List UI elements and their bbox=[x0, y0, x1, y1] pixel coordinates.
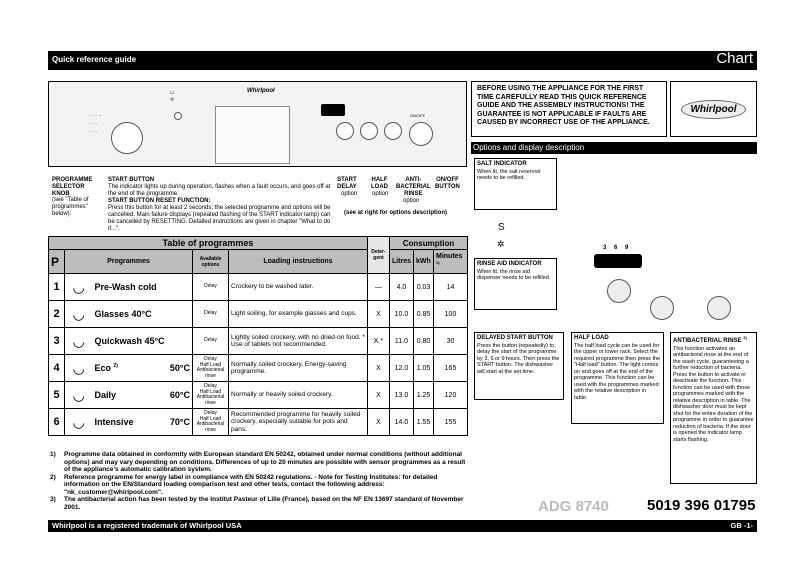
minutes-sup: 1) bbox=[436, 260, 440, 266]
delayed-text: Press the button (repeatedly) to delay the start of the programme by 3, 6 or 9 hours. Then press the START button. The dishwasher will start at the set time. bbox=[477, 342, 560, 375]
delay-button-right[interactable] bbox=[607, 279, 631, 303]
programme-name: Pre-Wash cold bbox=[93, 274, 193, 301]
panel-display-area bbox=[215, 106, 290, 164]
loading-instructions: Normally or heavily soiled crockery. bbox=[229, 382, 368, 409]
whirlpool-logo bbox=[681, 100, 745, 119]
start-delay-label: START DELAY bbox=[337, 177, 357, 190]
minutes-value: 30 bbox=[434, 328, 468, 355]
detergent-value: X bbox=[367, 355, 389, 382]
detergent-header: Deter-gent bbox=[367, 237, 389, 274]
detergent-value: X * bbox=[367, 328, 389, 355]
table-title: Table of programmes bbox=[49, 237, 368, 250]
delay-display-right bbox=[594, 254, 642, 268]
kwh-value: 1.25 bbox=[414, 382, 434, 409]
litres-value: 10.0 bbox=[389, 301, 413, 328]
start-delay-sublabel: option bbox=[341, 191, 358, 197]
warning-notice: BEFORE USING THE APPLIANCE FOR THE FIRST TIME CAREFULLY READ THIS QUICK REFERENCE GUIDE AND THE ASSEMBLY INSTRUCTIONS! THE GUARANTEE IS NOT APPLICABLE IF FAULTS ARE CAUSED BY INCORRECT USE OF THE APPLIANCE. bbox=[471, 81, 667, 137]
rinse-aid-box bbox=[474, 258, 557, 310]
table-body bbox=[49, 274, 468, 436]
row-number: 1 bbox=[49, 274, 65, 301]
delay-display bbox=[321, 104, 345, 116]
rinse-title: RINSE AID INDICATOR bbox=[477, 261, 542, 267]
salt-indicator-box bbox=[474, 158, 557, 210]
kwh-value: 1.55 bbox=[414, 409, 434, 436]
kwh-value: 1.05 bbox=[414, 355, 434, 382]
half-load-sublabel: option bbox=[372, 191, 389, 197]
litres-value: 11.0 bbox=[389, 328, 413, 355]
programme-icon: ◡ bbox=[65, 355, 93, 382]
litres-value: 14.0 bbox=[389, 409, 413, 436]
table-row bbox=[49, 274, 468, 301]
onoff-label: ON/OFF BUTTON bbox=[435, 177, 460, 190]
programme-options: Delay Half Load Antibacterial rinse bbox=[193, 355, 229, 382]
minutes-value: 120 bbox=[434, 382, 468, 409]
programme-options: Delay Half Load Antibacterial rinse bbox=[193, 409, 229, 436]
programme-options: Delay bbox=[193, 274, 229, 301]
start-button-icon[interactable] bbox=[174, 112, 182, 120]
header-title: Quick reference guide bbox=[52, 55, 137, 64]
row-number: 4 bbox=[49, 355, 65, 382]
programmes-table-wrap bbox=[48, 236, 468, 436]
litres-value: 4.0 bbox=[389, 274, 413, 301]
panel-onoff-button[interactable] bbox=[409, 122, 433, 146]
bottom-bar bbox=[48, 520, 757, 532]
antibac-label: ANTI- BACTERIAL RINSE bbox=[396, 177, 431, 197]
col-options-header: Available options bbox=[193, 250, 229, 274]
col-p-header: P bbox=[49, 250, 65, 274]
row-number: 3 bbox=[49, 328, 65, 355]
whirlpool-logo-box bbox=[670, 81, 757, 137]
antibac-sublabel: option bbox=[403, 198, 420, 204]
delayed-start-box bbox=[474, 332, 564, 400]
detergent-value: X bbox=[367, 409, 389, 436]
table-row bbox=[49, 328, 468, 355]
product-code: 5019 396 01795 bbox=[647, 497, 756, 514]
footnote: 1) Programme data obtained in conformity with European standard EN 50242, obtained under normal conditions (without additional options) and may vary depending on conditions. Differences of up to 20 minutes are possible with sensor programmes as a result of the appliance's automatic calibration system. bbox=[50, 451, 466, 473]
row-number: 2 bbox=[49, 301, 65, 328]
rinse-text: When lit, the rinse aid dispenser needs to be refilled. bbox=[477, 268, 551, 281]
row-number: 6 bbox=[49, 409, 65, 436]
table-row bbox=[49, 409, 468, 436]
footnote: 2) Reference programme for energy label in compliance with EN 50242 regulations. - Note for Testing Institutes: for detailed information on the EN/Standard loading comparison test and other tests, contact the following address: "nk_customer@whirlpool.com". bbox=[50, 473, 438, 496]
loading-instructions: Lightly soiled crockery, with no dried-on food. * Use of tablets not recommended. bbox=[229, 328, 368, 355]
col-kwh-header: kWh bbox=[414, 250, 434, 274]
logo-text: Whirlpool bbox=[690, 103, 737, 115]
onoff-label-small: ON/OFF bbox=[410, 113, 426, 118]
programme-icon: ◡ bbox=[65, 328, 93, 355]
litres-value: 13.0 bbox=[389, 382, 413, 409]
kwh-value: 0.85 bbox=[414, 301, 434, 328]
programme-options: Delay Half Load Antibacterial rinse bbox=[193, 382, 229, 409]
panel-antibac-button[interactable] bbox=[384, 122, 402, 140]
footnote: 3) The antibacterial action has been tested by the Institut Pasteur of Lille (France), based on the NF EN 13697 standard of November 2001. bbox=[50, 496, 464, 511]
detergent-value: — bbox=[367, 274, 389, 301]
footnotes bbox=[50, 451, 470, 511]
minutes-label: Minutes bbox=[436, 253, 463, 261]
half-load-label: HALF LOAD bbox=[371, 177, 388, 190]
minutes-value: 155 bbox=[434, 409, 468, 436]
kwh-value: 0.80 bbox=[414, 328, 434, 355]
antibac-title: ANTIBACTERIAL RINSE bbox=[673, 338, 742, 344]
antibac-title-wrap bbox=[673, 335, 754, 345]
programme-icon: ◡ bbox=[65, 409, 93, 436]
status-icons: ⊔ ✲ bbox=[170, 90, 175, 103]
programme-icon: ◡ bbox=[65, 274, 93, 301]
halfload-title: HALF LOAD bbox=[574, 335, 609, 341]
programme-options: Delay bbox=[193, 328, 229, 355]
page-number: GB -1- bbox=[730, 521, 753, 530]
minutes-value: 165 bbox=[434, 355, 468, 382]
minutes-value: 14 bbox=[434, 274, 468, 301]
col-minutes-header bbox=[434, 250, 468, 274]
rinse-aid-icon: ✲ bbox=[497, 239, 505, 249]
table-row bbox=[49, 382, 468, 409]
salt-title: SALT INDICATOR bbox=[477, 161, 527, 167]
selector-icons: ·· ·· ·· ·· ·· ·· ·· bbox=[89, 113, 102, 135]
loading-instructions: Normally soiled crockery. Energy-saving programme. bbox=[229, 355, 368, 382]
halfload-text: The half load cycle can be used for the upper or lower rack. Select the required programme then press the "Half load" button. The light comes on and goes off at the end of the programme. This function can be used with the programmes marked with the relative description in table. bbox=[574, 342, 661, 401]
trademark: Whirlpool is a registered trademark of Whirlpool USA bbox=[52, 521, 242, 530]
loading-instructions: Crockery to be washed later. bbox=[229, 274, 368, 301]
programmes-table bbox=[48, 236, 468, 436]
programme-name: Quickwash 45°C bbox=[93, 328, 193, 355]
consumption-header: Consumption bbox=[389, 237, 467, 250]
loading-instructions: Light soiling, for example glasses and cups. bbox=[229, 301, 368, 328]
start-button-desc bbox=[108, 177, 333, 233]
selector-label: PROGRAMME SELECTOR KNOB bbox=[52, 177, 93, 197]
control-panel-illustration bbox=[48, 81, 467, 167]
col-programmes-header: Programmes bbox=[65, 250, 193, 274]
detergent-value: X bbox=[367, 382, 389, 409]
programme-icon: ◡ bbox=[65, 382, 93, 409]
table-row bbox=[49, 301, 468, 328]
col-litres-header: Litres bbox=[389, 250, 413, 274]
table-row bbox=[49, 355, 468, 382]
half-load-box bbox=[571, 332, 664, 424]
reset-title: START BUTTON RESET FUNCTION: bbox=[108, 198, 211, 204]
delayed-title: DELAYED START BUTTON bbox=[477, 335, 553, 341]
antibac-sup: 3) bbox=[743, 335, 747, 340]
salt-icon: Ѕ bbox=[498, 222, 505, 233]
programme-icon: ◡ bbox=[65, 301, 93, 328]
start-button-title: START BUTTON bbox=[108, 177, 155, 183]
programme-name: Intensive 70°C bbox=[93, 409, 193, 436]
reset-text: Press this button for at least 2 seconds; the selected programme and options will be cancelled. Main failure displays (repeated flashing of the START indicator lamp) can be cancelled by RESETTING. Detailed instructions are given in chapter "What to do if...". bbox=[108, 205, 331, 232]
panel-start-delay-button[interactable] bbox=[336, 122, 354, 140]
antibacterial-box bbox=[670, 332, 757, 484]
selector-sublabel: (see "Table of programmes" below). bbox=[52, 197, 89, 217]
row-number: 5 bbox=[49, 382, 65, 409]
header-bar bbox=[48, 51, 757, 70]
halfload-button-right[interactable] bbox=[650, 296, 674, 320]
panel-half-load-button[interactable] bbox=[360, 122, 378, 140]
programme-name: Glasses 40°C bbox=[93, 301, 193, 328]
table-header-row-1 bbox=[49, 237, 468, 250]
model-number: ADG 8740 bbox=[538, 498, 609, 515]
salt-text: When lit, the salt reservoir needs to be refilled. bbox=[477, 168, 541, 181]
table-header-row-2 bbox=[49, 250, 468, 274]
litres-value: 12.0 bbox=[389, 355, 413, 382]
antibac-text: This function activates an antibacterial rinse at the end of the wash cycle, guaranteeing a further reduction of bacteria. Press the button to activate or deactivate the function. This function can be used with those programmes marked with the relative description in table. The dishwasher door must be kept shut for the entire duration of the programme in order to guarantee reduction of bacteria. If the door is opened the indicator lamp starts flashing. bbox=[673, 345, 754, 443]
loading-instructions: Recommended programme for heavily soiled crockery, especially suitable for pots and pans. bbox=[229, 409, 368, 436]
minutes-value: 100 bbox=[434, 301, 468, 328]
whirlpool-logo-small: Whirlpool bbox=[247, 88, 275, 94]
programme-selector-knob[interactable] bbox=[111, 122, 143, 154]
programme-name: Eco $^{2)}$ 50°C bbox=[93, 355, 193, 382]
start-button-text: The indicator lights up during operation, flashes when a fault occurs, and goes off at the end of the programme. bbox=[108, 184, 331, 197]
programme-name: Daily 60°C bbox=[93, 382, 193, 409]
detergent-value: X bbox=[367, 301, 389, 328]
kwh-value: 0.03 bbox=[414, 274, 434, 301]
delay-hours-label: 3 6 9 bbox=[603, 245, 629, 251]
header-chart-label: Chart bbox=[716, 50, 753, 67]
options-bar: Options and display description bbox=[471, 142, 757, 154]
programme-options: Delay bbox=[193, 301, 229, 328]
antibac-button-right[interactable] bbox=[707, 296, 731, 320]
options-note: (see at right for options description) bbox=[344, 210, 448, 216]
col-loading-header: Loading instructions bbox=[229, 250, 368, 274]
